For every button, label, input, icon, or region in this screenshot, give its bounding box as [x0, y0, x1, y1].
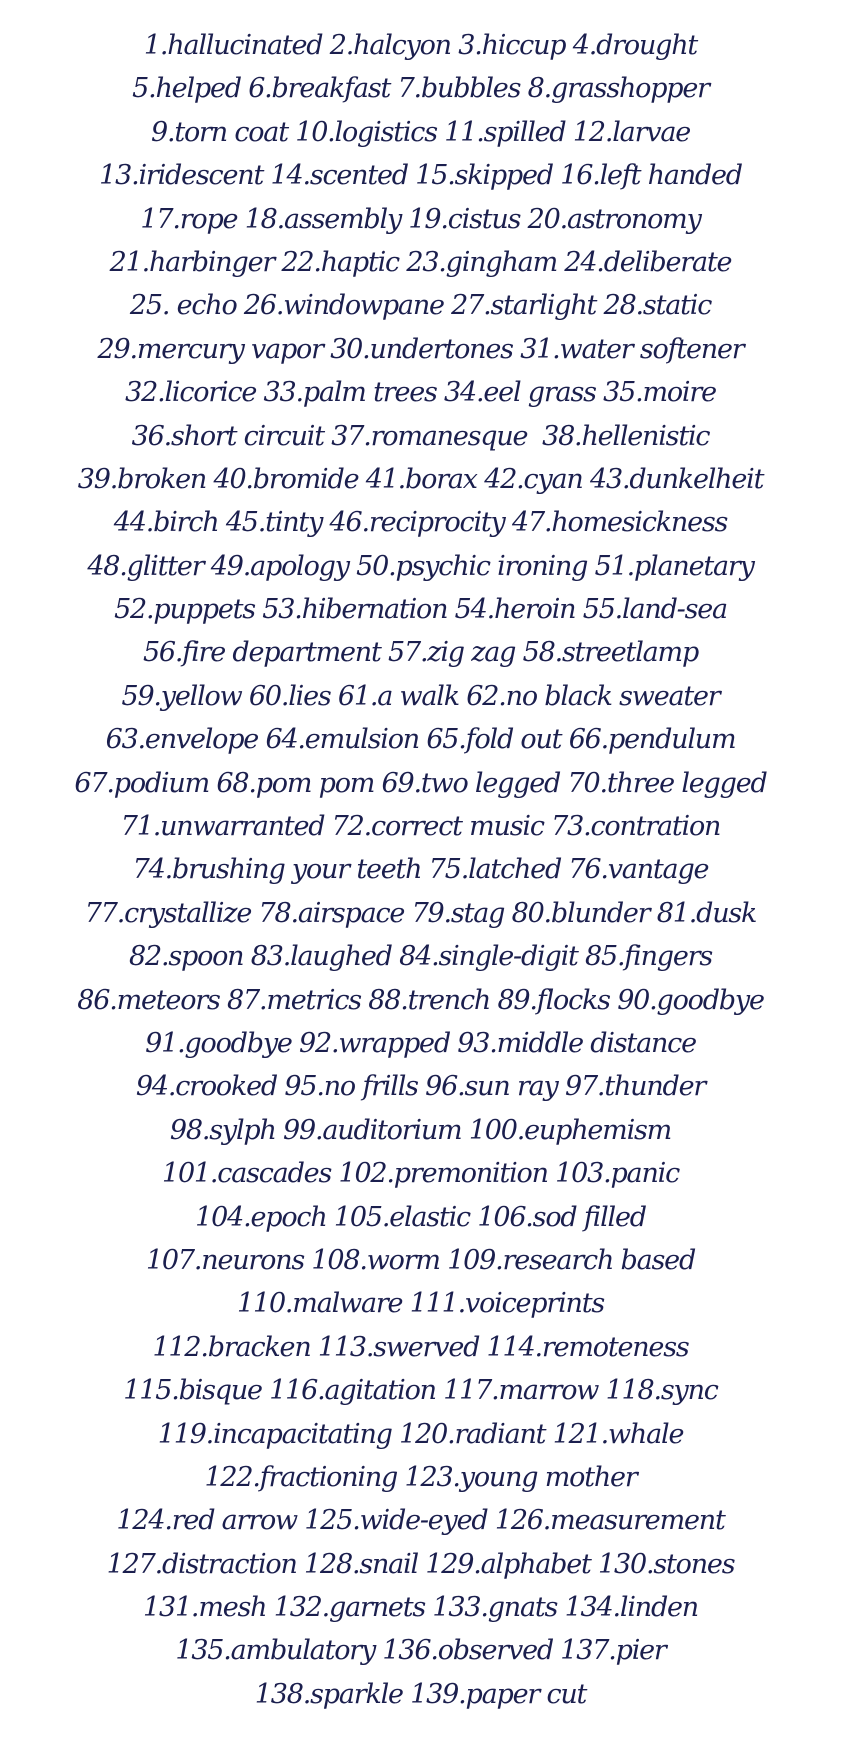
list-line: 119.incapacitating 120.radiant 121.whale — [157, 1418, 684, 1450]
list-line: 59.yellow 60.lies 61.a walk 62.no black sweater — [121, 680, 720, 712]
list-line: 86.meteors 87.metrics 88.trench 89.flocks 90.goodbye — [77, 984, 764, 1016]
list-line: 25. echo 26.windowpane 27.starlight 28.static — [129, 290, 712, 322]
list-line: 91.goodbye 92.wrapped 93.middle distance — [145, 1027, 696, 1059]
list-line: 110.malware 111.voiceprints — [236, 1288, 604, 1320]
list-line: 107.neurons 108.worm 109.research based — [145, 1244, 696, 1276]
list-line: 5.helped 6.breakfast 7.bubbles 8.grasshopper — [132, 73, 709, 105]
list-line: 52.puppets 53.hibernation 54.heroin 55.land-sea — [114, 594, 727, 626]
list-line: 94.crooked 95.no frills 96.sun ray 97.thunder — [135, 1071, 706, 1103]
list-line: 71.unwarranted 72.correct music 73.contration — [120, 811, 721, 843]
list-line: 21.harbinger 22.haptic 23.gingham 24.deliberate — [109, 246, 732, 278]
list-line: 32.licorice 33.palm trees 34.eel grass 35.moire — [125, 377, 716, 409]
list-line: 13.iridescent 14.scented 15.skipped 16.left handed — [99, 160, 742, 192]
numbered-word-list — [0, 24, 841, 1716]
list-line: 77.crystallize 78.airspace 79.stag 80.blunder 81.dusk — [84, 897, 757, 929]
list-line: 135.ambulatory 136.observed 137.pier — [175, 1635, 666, 1667]
list-line: 74.brushing your teeth 75.latched 76.vantage — [132, 854, 709, 886]
list-line: 115.bisque 116.agitation 117.marrow 118.sync — [123, 1375, 718, 1407]
list-line: 82.spoon 83.laughed 84.single-digit 85.fingers — [128, 941, 713, 973]
list-line: 36.short circuit 37.romanesque 38.hellenistic — [131, 420, 710, 452]
list-line: 39.broken 40.bromide 41.borax 42.cyan 43.dunkelheit — [77, 463, 764, 495]
list-line: 127.distraction 128.snail 129.alphabet 130.stones — [106, 1548, 735, 1580]
list-line: 29.mercury vapor 30.undertones 31.water softener — [97, 333, 744, 365]
list-line: 67.podium 68.pom pom 69.two legged 70.three legged — [74, 767, 767, 799]
list-line: 112.bracken 113.swerved 114.remoteness — [152, 1331, 689, 1363]
list-line: 122.fractioning 123.young mother — [204, 1461, 637, 1493]
list-line: 63.envelope 64.emulsion 65.fold out 66.pendulum — [105, 724, 736, 756]
list-line: 48.glitter 49.apology 50.psychic ironing 51.planetary — [87, 550, 754, 582]
list-line: 44.birch 45.tinty 46.reciprocity 47.homesickness — [113, 507, 728, 539]
list-line: 138.sparkle 139.paper cut — [254, 1678, 587, 1710]
list-line: 124.red arrow 125.wide-eyed 126.measurement — [116, 1505, 725, 1537]
list-line: 131.mesh 132.garnets 133.gnats 134.linden — [143, 1592, 698, 1624]
list-line: 104.epoch 105.elastic 106.sod filled — [195, 1201, 646, 1233]
list-line: 56.fire department 57.zig zag 58.streetlamp — [142, 637, 699, 669]
list-line: 101.cascades 102.premonition 103.panic — [161, 1158, 680, 1190]
list-line: 98.sylph 99.auditorium 100.euphemism — [169, 1114, 672, 1146]
list-line: 17.rope 18.assembly 19.cistus 20.astronomy — [140, 203, 701, 235]
list-line: 1.hallucinated 2.halcyon 3.hiccup 4.drought — [143, 30, 698, 61]
list-line: 9.torn coat 10.logistics 11.spilled 12.larvae — [150, 116, 691, 148]
